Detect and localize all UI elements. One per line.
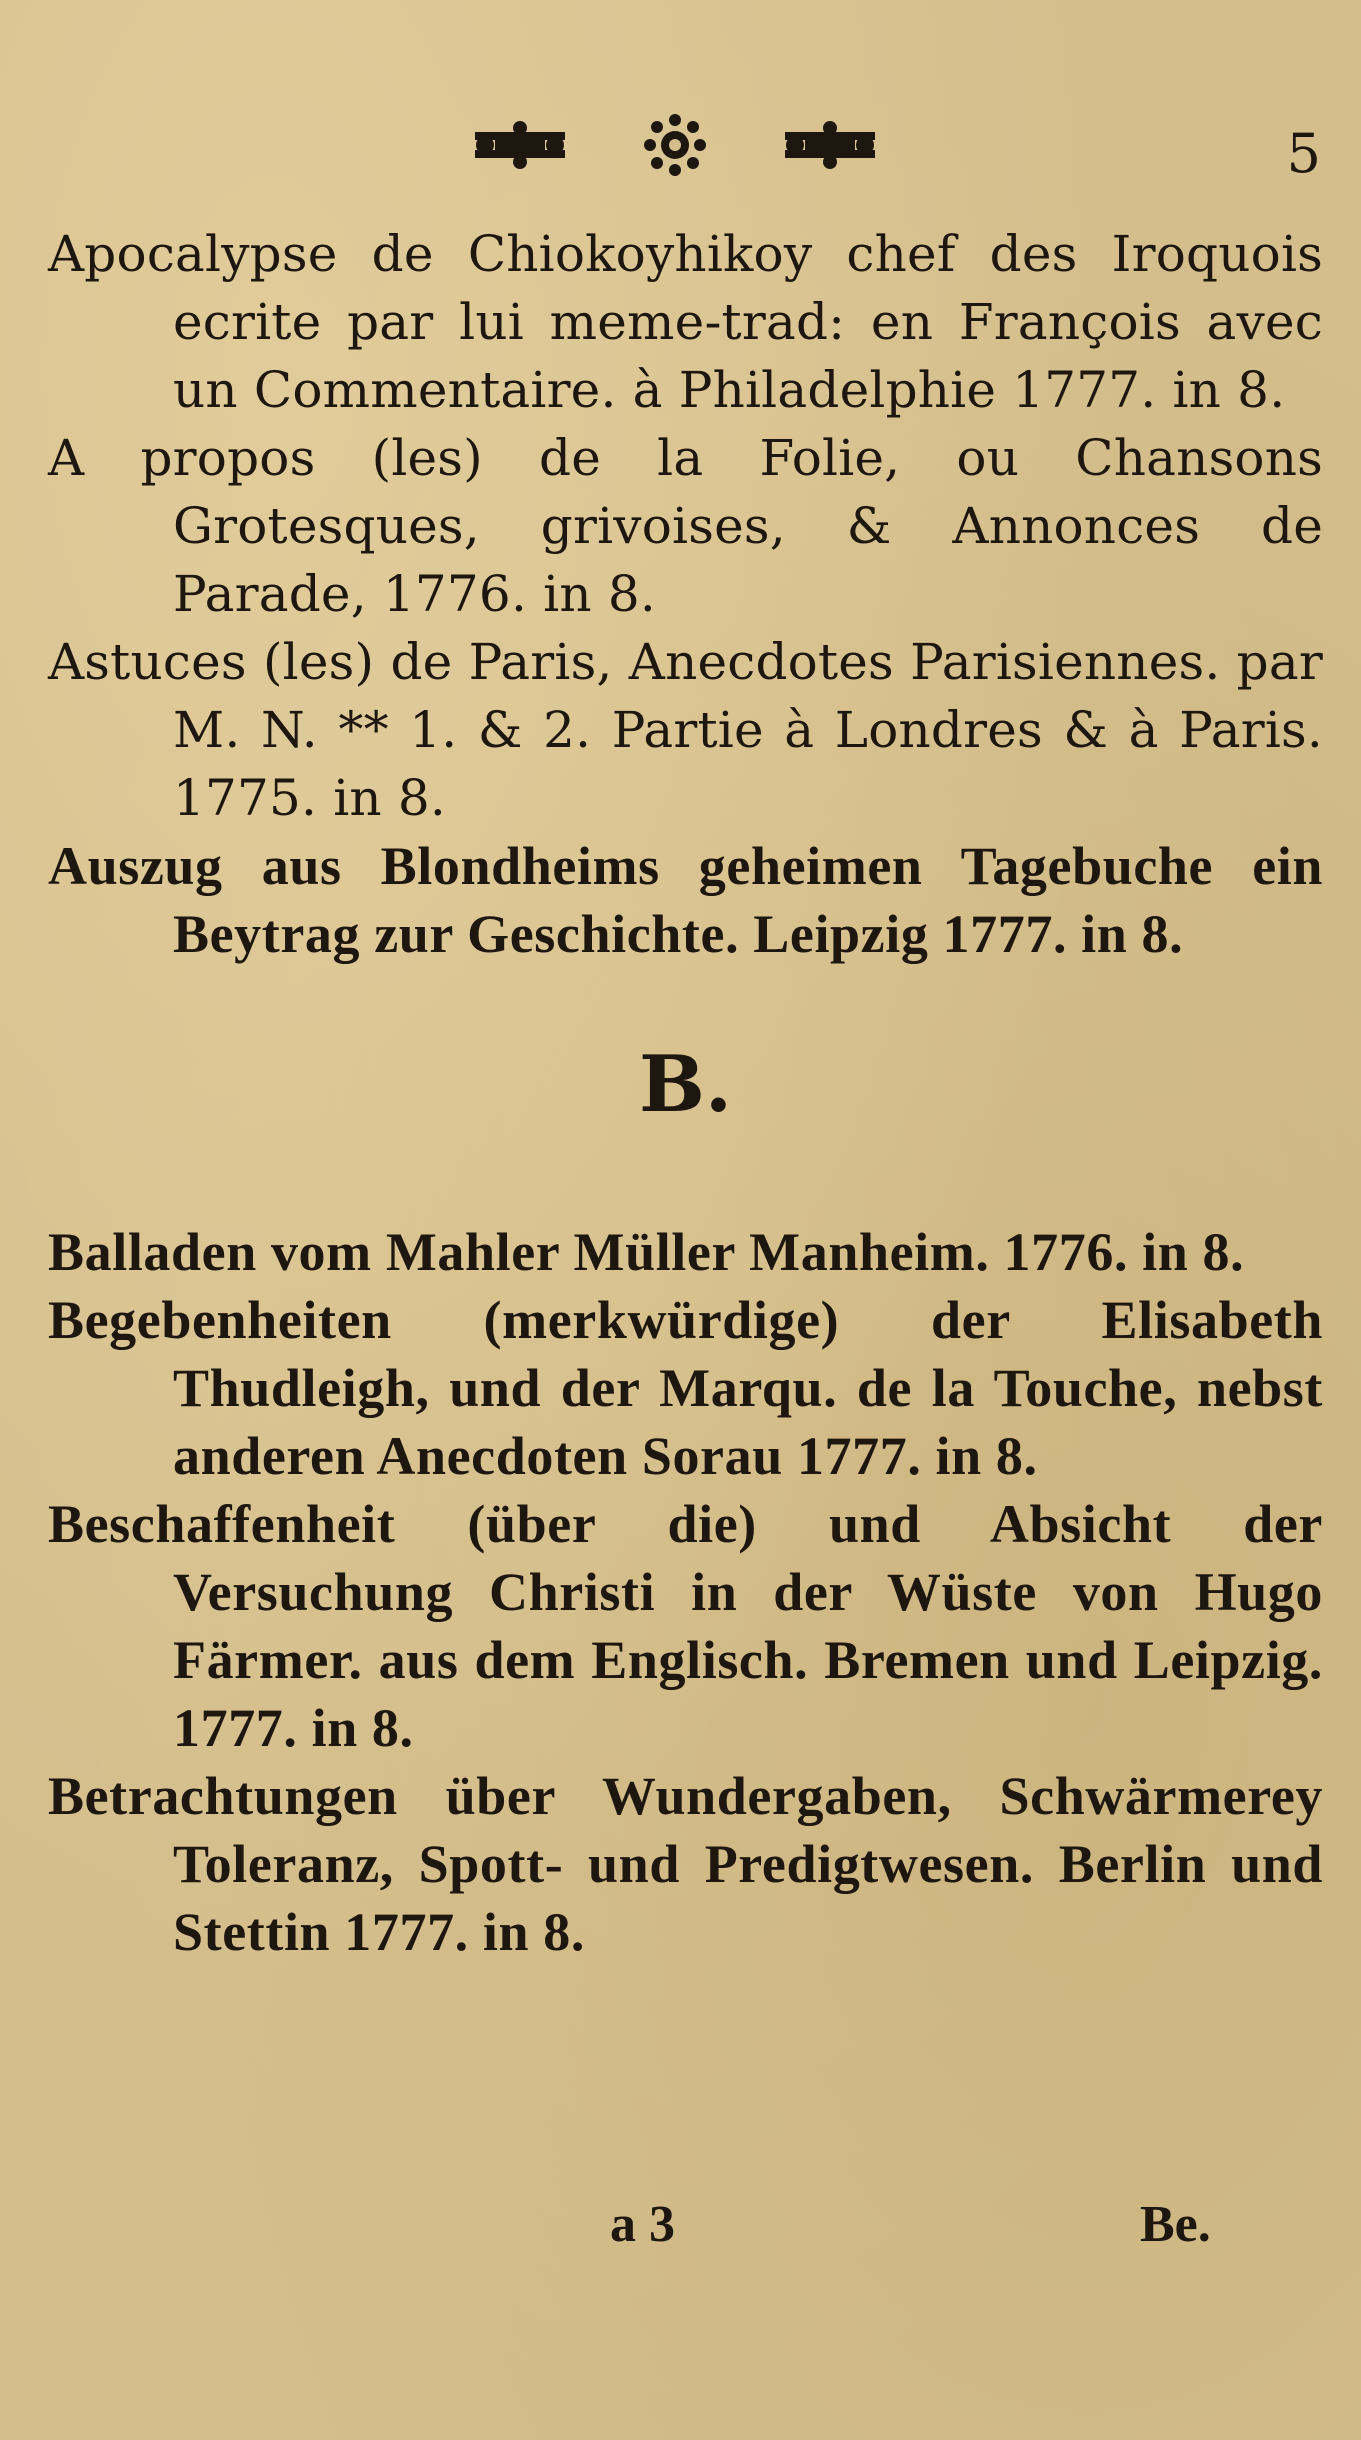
bibliography-entry: Auszug aus Blondheims geheimen Tagebuche ein Beytrag zur Geschichte. Leipzig 1777. in 8.: [48, 836, 1323, 964]
bibliography-entry: Betrachtungen über Wundergaben, Schwärmerey Toleranz, Spott- und Predigtwesen. Berlin und Stettin 1777. in 8.: [48, 1766, 1323, 1962]
signature-mark: a 3: [610, 2196, 675, 2253]
page-number: 5: [1286, 122, 1321, 185]
bibliography-entry: Begebenheiten (merkwürdige) der Elisabeth Thudleigh, und der Marqu. de la Touche, nebst anderen Anecdoten Sorau 1777. in 8.: [48, 1290, 1323, 1486]
typographic-ornament-icon: [465, 110, 885, 180]
page-header: [0, 100, 1361, 190]
page-footer: [0, 2185, 1361, 2275]
section-heading-b: B.: [638, 1039, 733, 1130]
bibliography-entry: Apocalypse de Chiokoyhikoy chef des Iroquois ecrite par lui meme-trad: en François avec un Commentaire. à Philadelphie 1777. in 8.: [48, 225, 1323, 419]
catchword: Be.: [1140, 2196, 1211, 2253]
bibliography-entry: A propos (les) de la Folie, ou Chansons Grotesques, grivoises, & Annonces de Parade, 1776. in 8.: [48, 429, 1323, 623]
bibliography-entry: Astuces (les) de Paris, Anecdotes Parisiennes. par M. N. ** 1. & 2. Partie à Londres & à Paris. 1775. in 8.: [48, 633, 1323, 827]
bibliography-entry: Balladen vom Mahler Müller Manheim. 1776. in 8.: [48, 1222, 1245, 1282]
bibliography-entry: Beschaffenheit (über die) und Absicht der Versuchung Christi in der Wüste von Hugo Färmer. aus dem Englisch. Bremen und Leipzig. 1777. in 8.: [48, 1494, 1323, 1758]
bibliography-list: [48, 220, 1323, 1966]
